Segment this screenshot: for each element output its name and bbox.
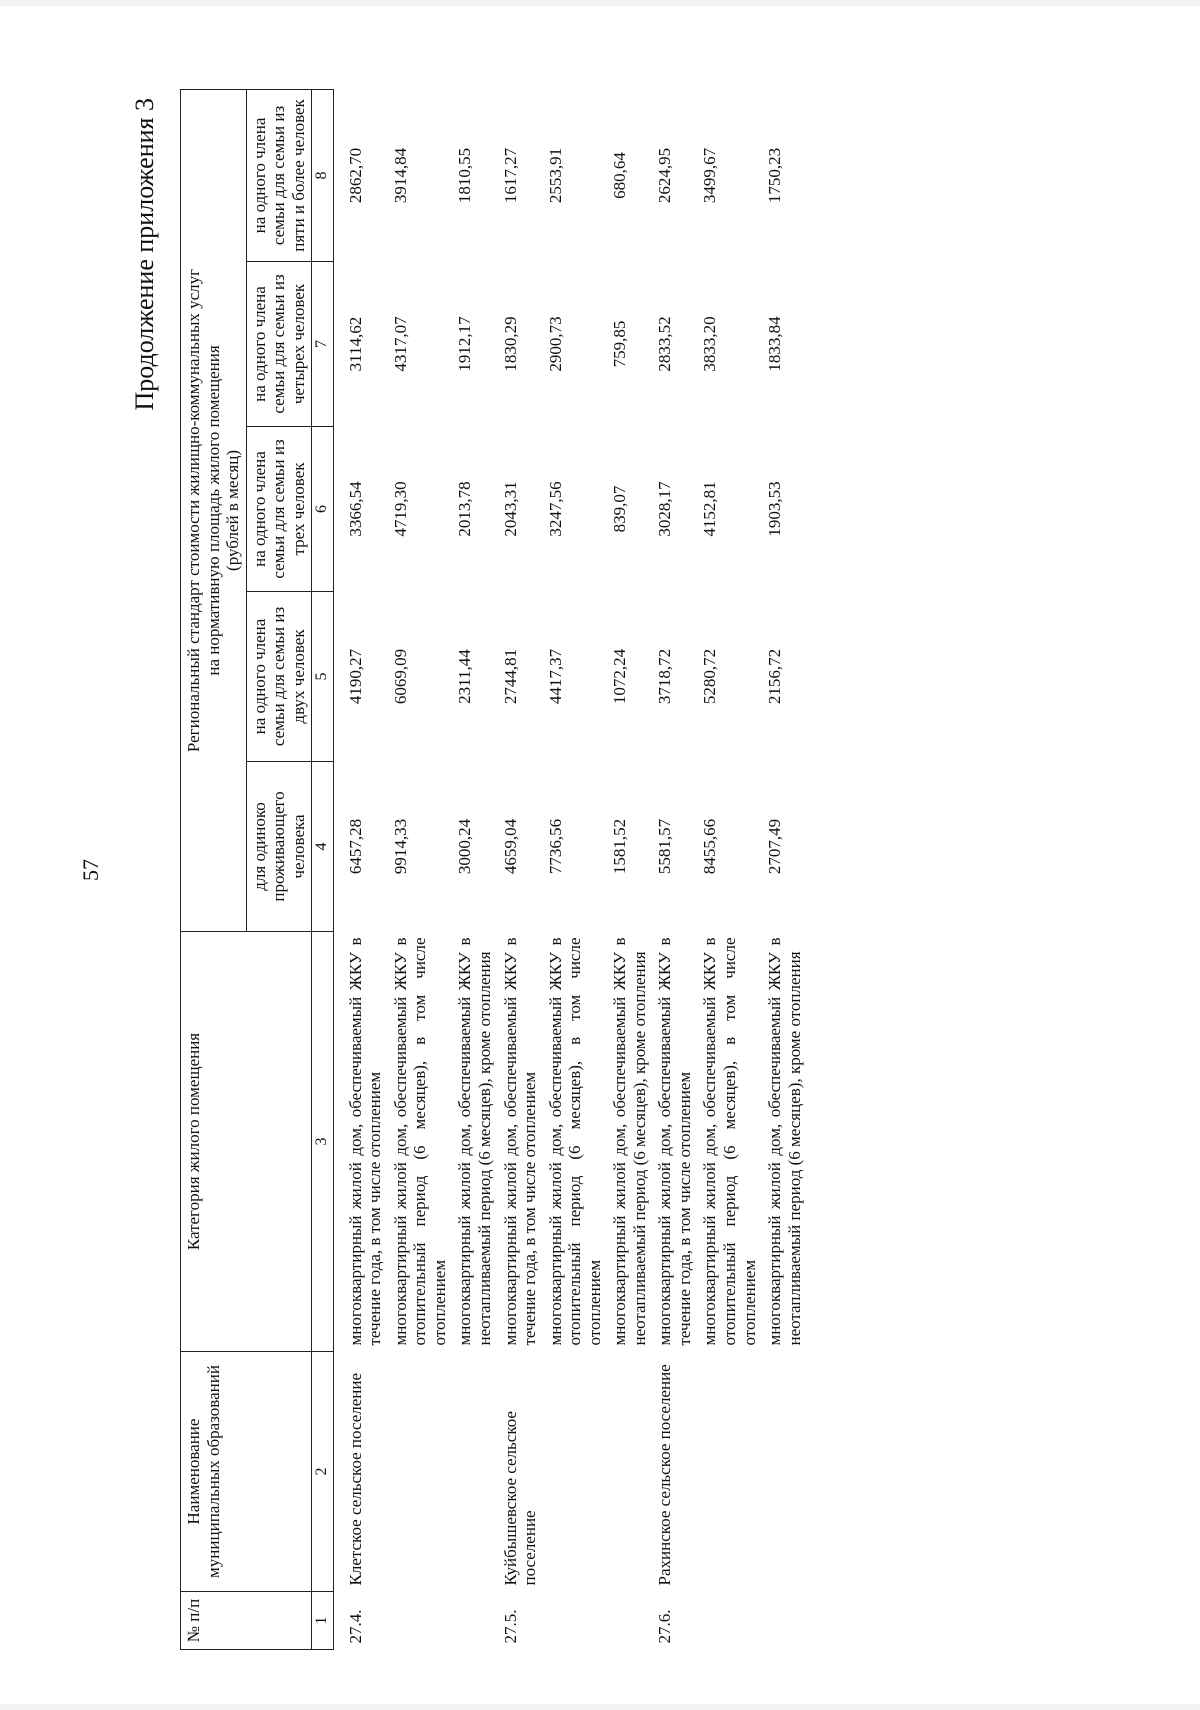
row-number: 27.5. <box>500 1609 520 1644</box>
value-cell: 5581,57 <box>655 818 675 875</box>
value-cell: 839,07 <box>610 485 630 533</box>
value-cell: 2311,44 <box>455 649 475 704</box>
header-group <box>181 89 247 931</box>
header-col-3: Категория жилого помещения <box>181 932 312 1352</box>
value-cell: 9914,33 <box>390 818 410 875</box>
column-number: 3 <box>312 932 333 1352</box>
value-cell: 3028,17 <box>655 481 675 537</box>
value-cell: 4152,81 <box>700 481 720 537</box>
table-row <box>498 89 543 1649</box>
value-cell: 4719,30 <box>390 481 410 537</box>
municipality-name: Клетское сельское поселение <box>345 1372 365 1586</box>
category-cell: многоквартирный жилой дом, обеспечиваемый ЖКУ в течение года, в том числе отоплением <box>500 937 540 1346</box>
header-col-6: на одного члена семьи для семьи из трех человек <box>246 427 312 592</box>
value-cell: 1833,84 <box>765 316 785 372</box>
value-cell: 3366,54 <box>345 481 365 537</box>
value-cell: 7736,56 <box>545 818 565 875</box>
column-number: 5 <box>312 592 333 762</box>
row-number: 27.6. <box>655 1609 675 1644</box>
category-cell: многоквартирный жилой дом, обеспечиваемый ЖКУ в течение года, в том числе отоплением <box>655 937 694 1346</box>
value-cell: 3247,56 <box>545 481 565 537</box>
value-cell: 1072,24 <box>610 648 630 705</box>
value-cell: 759,85 <box>610 320 630 368</box>
value-cell: 4417,37 <box>545 648 565 705</box>
value-cell: 2744,81 <box>500 648 520 705</box>
value-cell: 2156,72 <box>765 648 785 705</box>
value-cell: 1830,29 <box>500 316 520 372</box>
value-cell: 1617,27 <box>500 147 520 204</box>
category-cell: многоквартирный жилой дом, обеспечиваемый ЖКУ в отопительный период (6 месяцев), в том числе отоплением <box>700 937 759 1346</box>
value-cell: 1903,53 <box>765 481 785 537</box>
value-cell: 1581,52 <box>610 818 630 875</box>
value-cell: 3000,24 <box>455 818 475 875</box>
value-cell: 3114,62 <box>345 316 365 372</box>
value-cell: 2043,31 <box>500 481 520 537</box>
standards-table <box>180 89 807 1650</box>
value-cell: 3914,84 <box>390 147 410 204</box>
header-col-7: на одного члена семьи для семьи из четырех человек <box>246 262 312 427</box>
header-col-5: на одного члена семьи для семьи из двух человек <box>246 592 312 762</box>
value-cell: 2553,91 <box>545 147 565 204</box>
header-col-2: Наименование муниципальных образований <box>181 1352 312 1592</box>
municipality-name: Рахинское сельское поселение <box>655 1364 675 1586</box>
column-number: 6 <box>312 427 333 592</box>
value-cell: 2707,49 <box>765 818 785 875</box>
table-row <box>652 89 697 1649</box>
header-col-1: № п/п <box>181 1592 312 1650</box>
value-cell: 2624,95 <box>655 147 675 204</box>
value-cell: 3833,20 <box>700 316 720 372</box>
header-group-line1: Региональный стандарт стоимости жилищно-коммунальных услуг <box>184 268 203 753</box>
column-number: 8 <box>312 89 333 261</box>
value-cell: 2833,52 <box>655 316 675 372</box>
municipality-name: Куйбышевское сельское поселение <box>500 1411 540 1586</box>
row-number: 27.4. <box>345 1609 365 1644</box>
value-cell: 6069,09 <box>390 648 410 705</box>
value-cell: 5280,72 <box>700 648 720 705</box>
value-cell: 2900,73 <box>545 316 565 372</box>
header-col-8: на одного члена семьи для семьи из пяти и более человек <box>246 89 312 261</box>
value-cell: 4190,27 <box>345 648 365 705</box>
value-cell: 4659,04 <box>500 818 520 875</box>
value-cell: 4317,07 <box>390 316 410 372</box>
category-cell: многоквартирный жилой дом, обеспечиваемый ЖКУ в отопительный период (6 месяцев), в том числе отоплением <box>545 937 604 1346</box>
column-number: 7 <box>312 262 333 427</box>
category-cell: многоквартирный жилой дом, обеспечиваемый ЖКУ в неотапливаемый период (6 месяцев), кроме отопления <box>765 937 804 1346</box>
value-cell: 1750,23 <box>765 147 785 204</box>
header-col-4: для одиноко проживающего человека <box>246 762 312 932</box>
value-cell: 1912,17 <box>455 316 475 372</box>
category-cell: многоквартирный жилой дом, обеспечиваемый ЖКУ в неотапливаемый период (6 месяцев), кроме отопления <box>610 937 649 1346</box>
table-row <box>333 89 388 1649</box>
value-cell: 8455,66 <box>700 818 720 875</box>
value-cell: 2862,70 <box>345 147 365 204</box>
rotated-document-page <box>60 90 1130 1650</box>
header-group-line3: (рублей в месяц) <box>223 450 243 571</box>
header-group-line2: на нормативную площадь жилого помещения <box>203 345 223 676</box>
value-cell: 680,64 <box>610 152 630 199</box>
column-number: 1 <box>312 1592 333 1650</box>
scan-edge-top <box>0 0 1200 6</box>
column-number: 4 <box>312 762 333 932</box>
category-cell: многоквартирный жилой дом, обеспечиваемый ЖКУ в отопительный период (6 месяцев), в том числе отоплением <box>390 937 449 1346</box>
continuation-title: Продолжение приложения 3 <box>130 98 159 411</box>
scan-edge-bottom <box>0 1704 1200 1710</box>
value-cell: 6457,28 <box>345 818 365 875</box>
value-cell: 2013,78 <box>455 481 475 537</box>
value-cell: 1810,55 <box>455 147 475 204</box>
category-cell: многоквартирный жилой дом, обеспечиваемый ЖКУ в неотапливаемый период (6 месяцев), кроме отопления <box>455 937 494 1346</box>
value-cell: 3499,67 <box>700 147 720 204</box>
page-number: 57 <box>78 859 103 881</box>
value-cell: 3718,72 <box>655 648 675 705</box>
column-number: 2 <box>312 1352 333 1592</box>
category-cell: многоквартирный жилой дом, обеспечиваемый ЖКУ в течение года, в том числе отоплением <box>345 937 385 1346</box>
